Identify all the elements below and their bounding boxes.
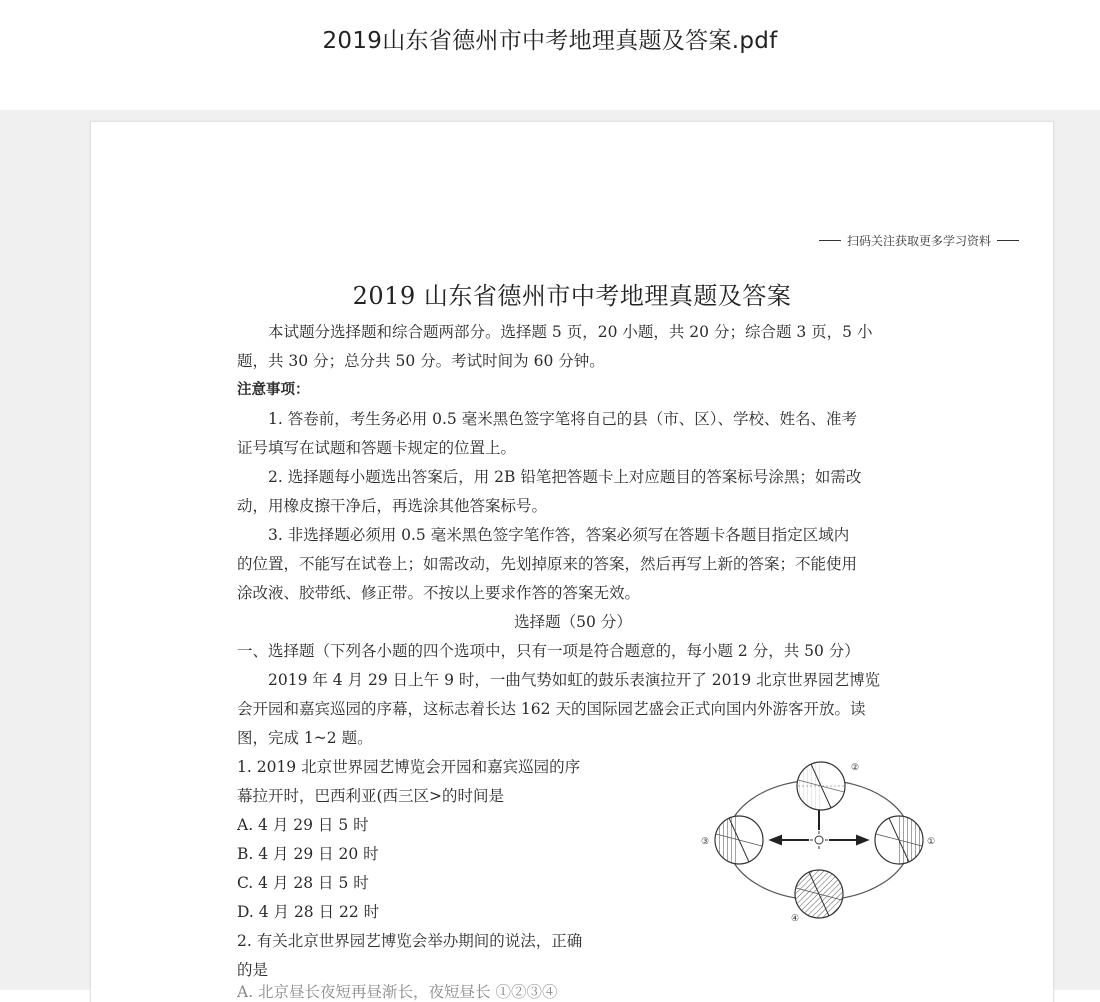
- q2-option-cutoff-text: A. 北京昼长夜短再昼渐长，夜短昼长 ①②③④: [237, 983, 558, 1001]
- q2-option-cutoff: [237, 978, 627, 1002]
- header-rule-left: [819, 240, 841, 241]
- scanned-page-content: [91, 122, 1053, 1002]
- q1-stem-line-2: 幕拉开时，巴西利亚(西三区>的时间是: [237, 787, 505, 805]
- label-4: ④: [791, 914, 800, 923]
- notice-1-line-1: 1. 答卷前，考生务必用 0.5 毫米黑色签字笔将自己的县（市、区）、学校、姓名、准考: [268, 410, 857, 428]
- pdf-page: [90, 121, 1054, 1002]
- sun-icon: [810, 831, 828, 849]
- document-title: 2019山东省德州市中考地理真题及答案.pdf: [322, 28, 778, 54]
- q1-option-a: A. 4 月 29 日 5 时: [237, 816, 369, 834]
- notice-2-line-2: 动，用橡皮擦干净后，再选涂其他答案标号。: [237, 497, 548, 515]
- passage-line-3: 图，完成 1~2 题。: [237, 729, 373, 747]
- earth-position-1: [875, 816, 935, 864]
- q1-option-b: B. 4 月 29 日 20 时: [237, 845, 379, 863]
- q2-stem-line-1: 2. 有关北京世界园艺博览会举办期间的说法，正确: [237, 932, 583, 950]
- q2-stem-line-2: 的是: [237, 961, 269, 979]
- q1-stem-line-1: 1. 2019 北京世界园艺博览会开园和嘉宾巡园的序: [237, 758, 581, 776]
- q1-option-d: D. 4 月 28 日 22 时: [237, 903, 380, 921]
- earth-position-3: [701, 816, 763, 864]
- label-3: ③: [701, 837, 710, 847]
- header-rule-right: [997, 240, 1019, 241]
- notice-2-line-1: 2. 选择题每小题选出答案后，用 2B 铅笔把答题卡上对应题目的答案标号涂黑；如需改: [268, 468, 862, 486]
- notice-3-line-2: 的位置，不能写在试卷上；如需改动，先划掉原来的答案，然后再写上新的答案；不能使用: [237, 555, 858, 573]
- notice-3-line-1: 3. 非选择题必须用 0.5 毫米黑色签字笔作答，答案必须写在答题卡各题目指定区域内: [268, 526, 850, 544]
- notice-heading: 注意事项：: [237, 382, 310, 398]
- passage-line-1: 2019 年 4 月 29 日上午 9 时，一曲气势如虹的鼓乐表演拉开了 2019 北京世界园艺博览: [268, 671, 881, 689]
- label-2: ②: [851, 763, 860, 773]
- earth-position-4: [791, 870, 843, 923]
- earth-position-2: [797, 762, 859, 810]
- label-1: ①: [927, 837, 936, 847]
- passage-line-2: 会开园和嘉宾巡园的序幕，这标志着长达 162 天的国际园艺盛会正式向国内外游客开放。读: [237, 700, 866, 718]
- title-bar: [0, 0, 1100, 110]
- intro-line-1: 本试题分选择题和综合题两部分。选择题 5 页，20 小题，共 20 分；综合题 3 页，5 小: [268, 323, 873, 341]
- notice-1-line-2: 证号填写在试题和答题卡规定的位置上。: [237, 439, 517, 457]
- question-2: [237, 927, 617, 985]
- question-1: [237, 753, 617, 927]
- header-note: [813, 232, 1025, 249]
- q1-option-c: C. 4 月 28 日 5 时: [237, 874, 369, 892]
- earth-orbit-figure: [699, 758, 939, 923]
- section-title: 选择题（50 分）: [514, 613, 632, 631]
- section-description: 一、选择题（下列各小题的四个选项中，只有一项是符合题意的，每小题 2 分，共 50 分）: [237, 642, 860, 660]
- header-note-text: 扫码关注获取更多学习资料: [846, 234, 991, 248]
- notice-3-line-3: 涂改液、胶带纸、修正带。不按以上要求作答的答案无效。: [237, 584, 641, 602]
- exam-title: 2019 山东省德州市中考地理真题及答案: [352, 282, 792, 310]
- intro-line-2: 题，共 30 分；总分共 50 分。考试时间为 60 分钟。: [237, 352, 605, 370]
- pdf-viewer[interactable]: [0, 110, 1100, 1001]
